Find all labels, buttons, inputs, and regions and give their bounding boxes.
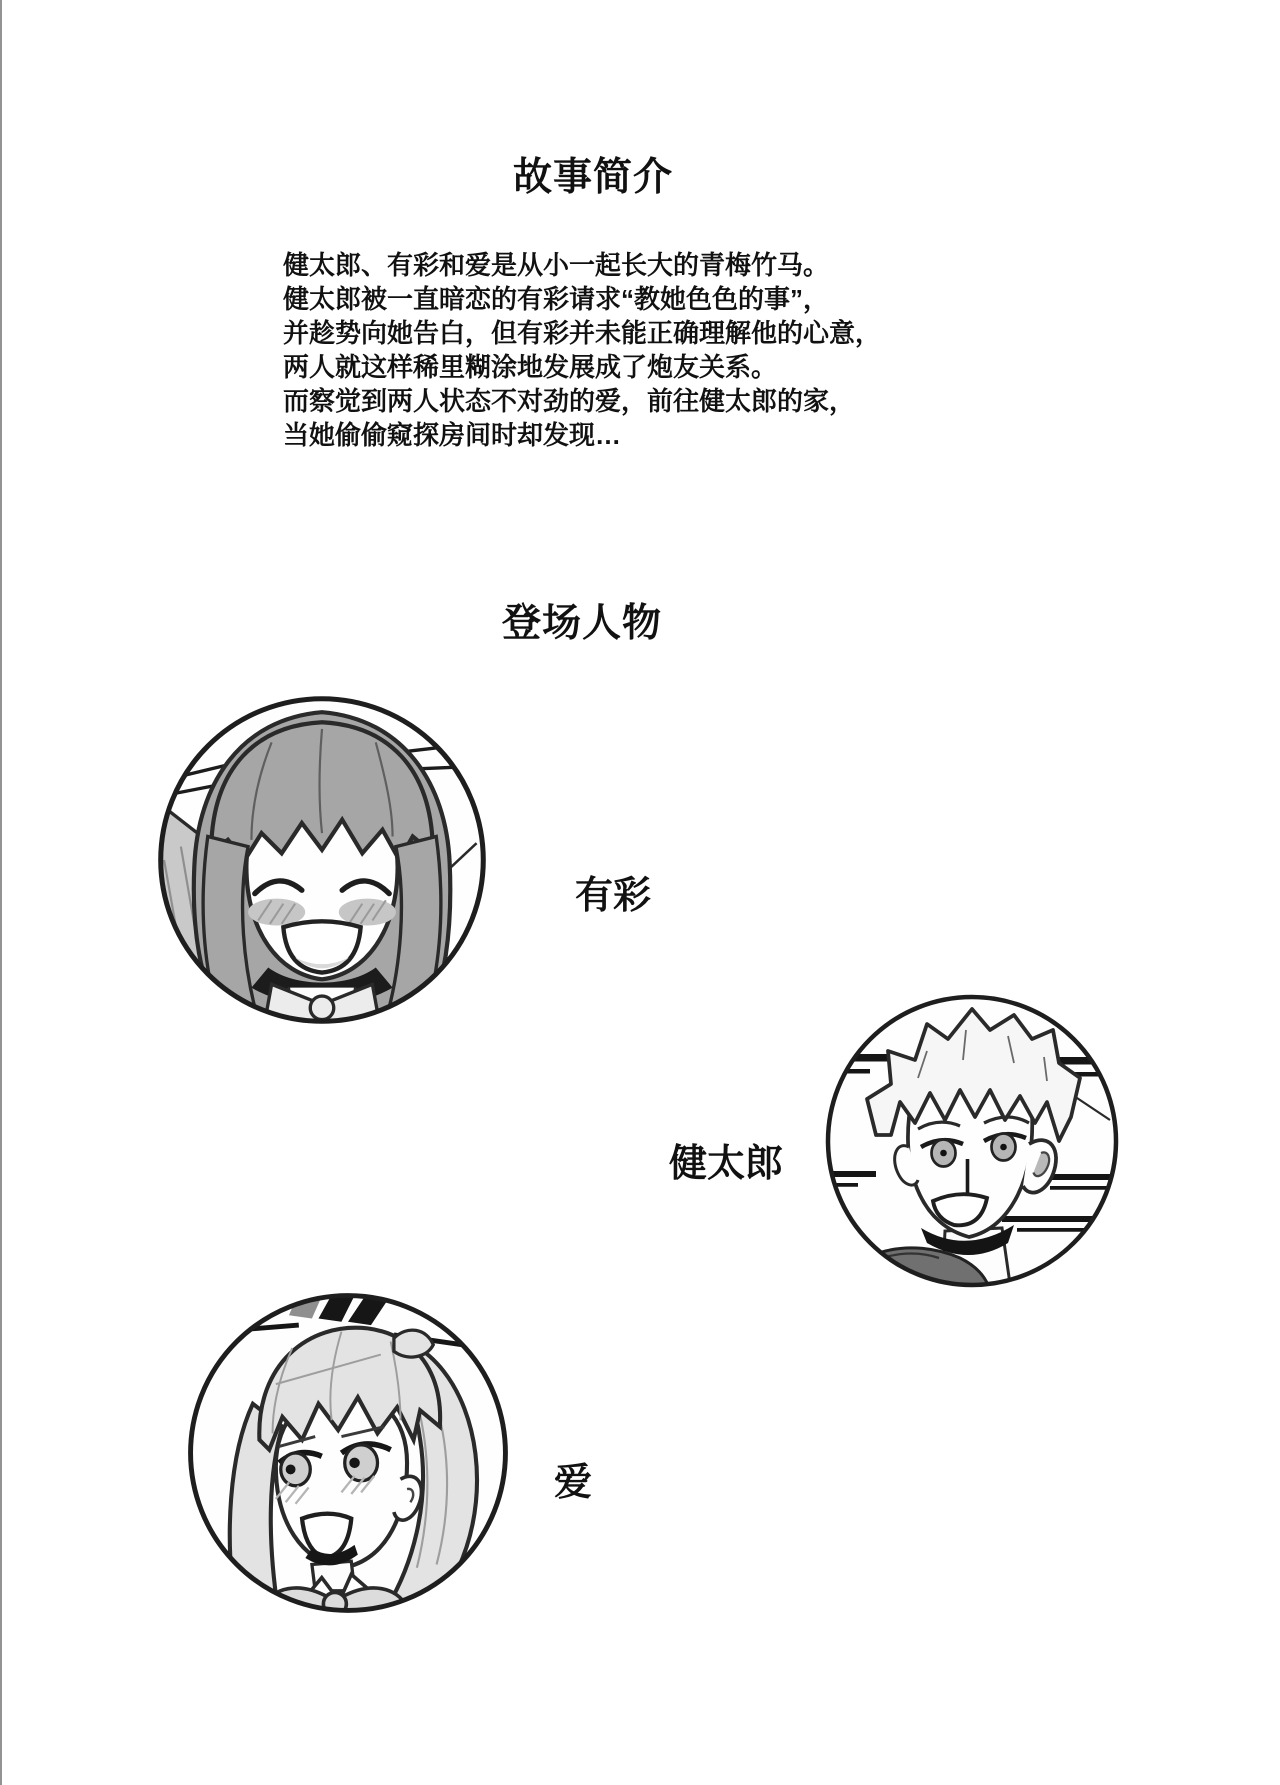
portrait-arisa	[154, 692, 490, 1028]
portrait-kentaro	[822, 991, 1122, 1291]
ai-portrait-art	[184, 1289, 512, 1617]
scan-edge-line	[0, 0, 2, 1785]
character-name-ai: 爱	[554, 1462, 593, 1504]
kentaro-portrait-art	[822, 991, 1122, 1291]
cast-title: 登场人物	[502, 602, 663, 645]
synopsis-line: 当她偷偷窥探房间时却发现…	[283, 420, 622, 450]
portrait-ai	[184, 1289, 512, 1617]
synopsis-line: 健太郎被一直暗恋的有彩请求“教她色色的事”，	[283, 284, 830, 314]
character-name-kentaro: 健太郎	[669, 1143, 784, 1185]
synopsis-line: 两人就这样稀里糊涂地发展成了炮友关系。	[283, 352, 778, 382]
story-synopsis	[283, 248, 881, 452]
character-name-arisa: 有彩	[575, 875, 652, 917]
synopsis-line: 而察觉到两人状态不对劲的爱，前往健太郎的家，	[283, 386, 856, 416]
story-title: 故事简介	[513, 156, 674, 199]
arisa-portrait-art	[154, 692, 490, 1028]
synopsis-line: 健太郎、有彩和爱是从小一起长大的青梅竹马。	[283, 250, 830, 280]
synopsis-line: 并趁势向她告白，但有彩并未能正确理解他的心意，	[283, 318, 882, 348]
